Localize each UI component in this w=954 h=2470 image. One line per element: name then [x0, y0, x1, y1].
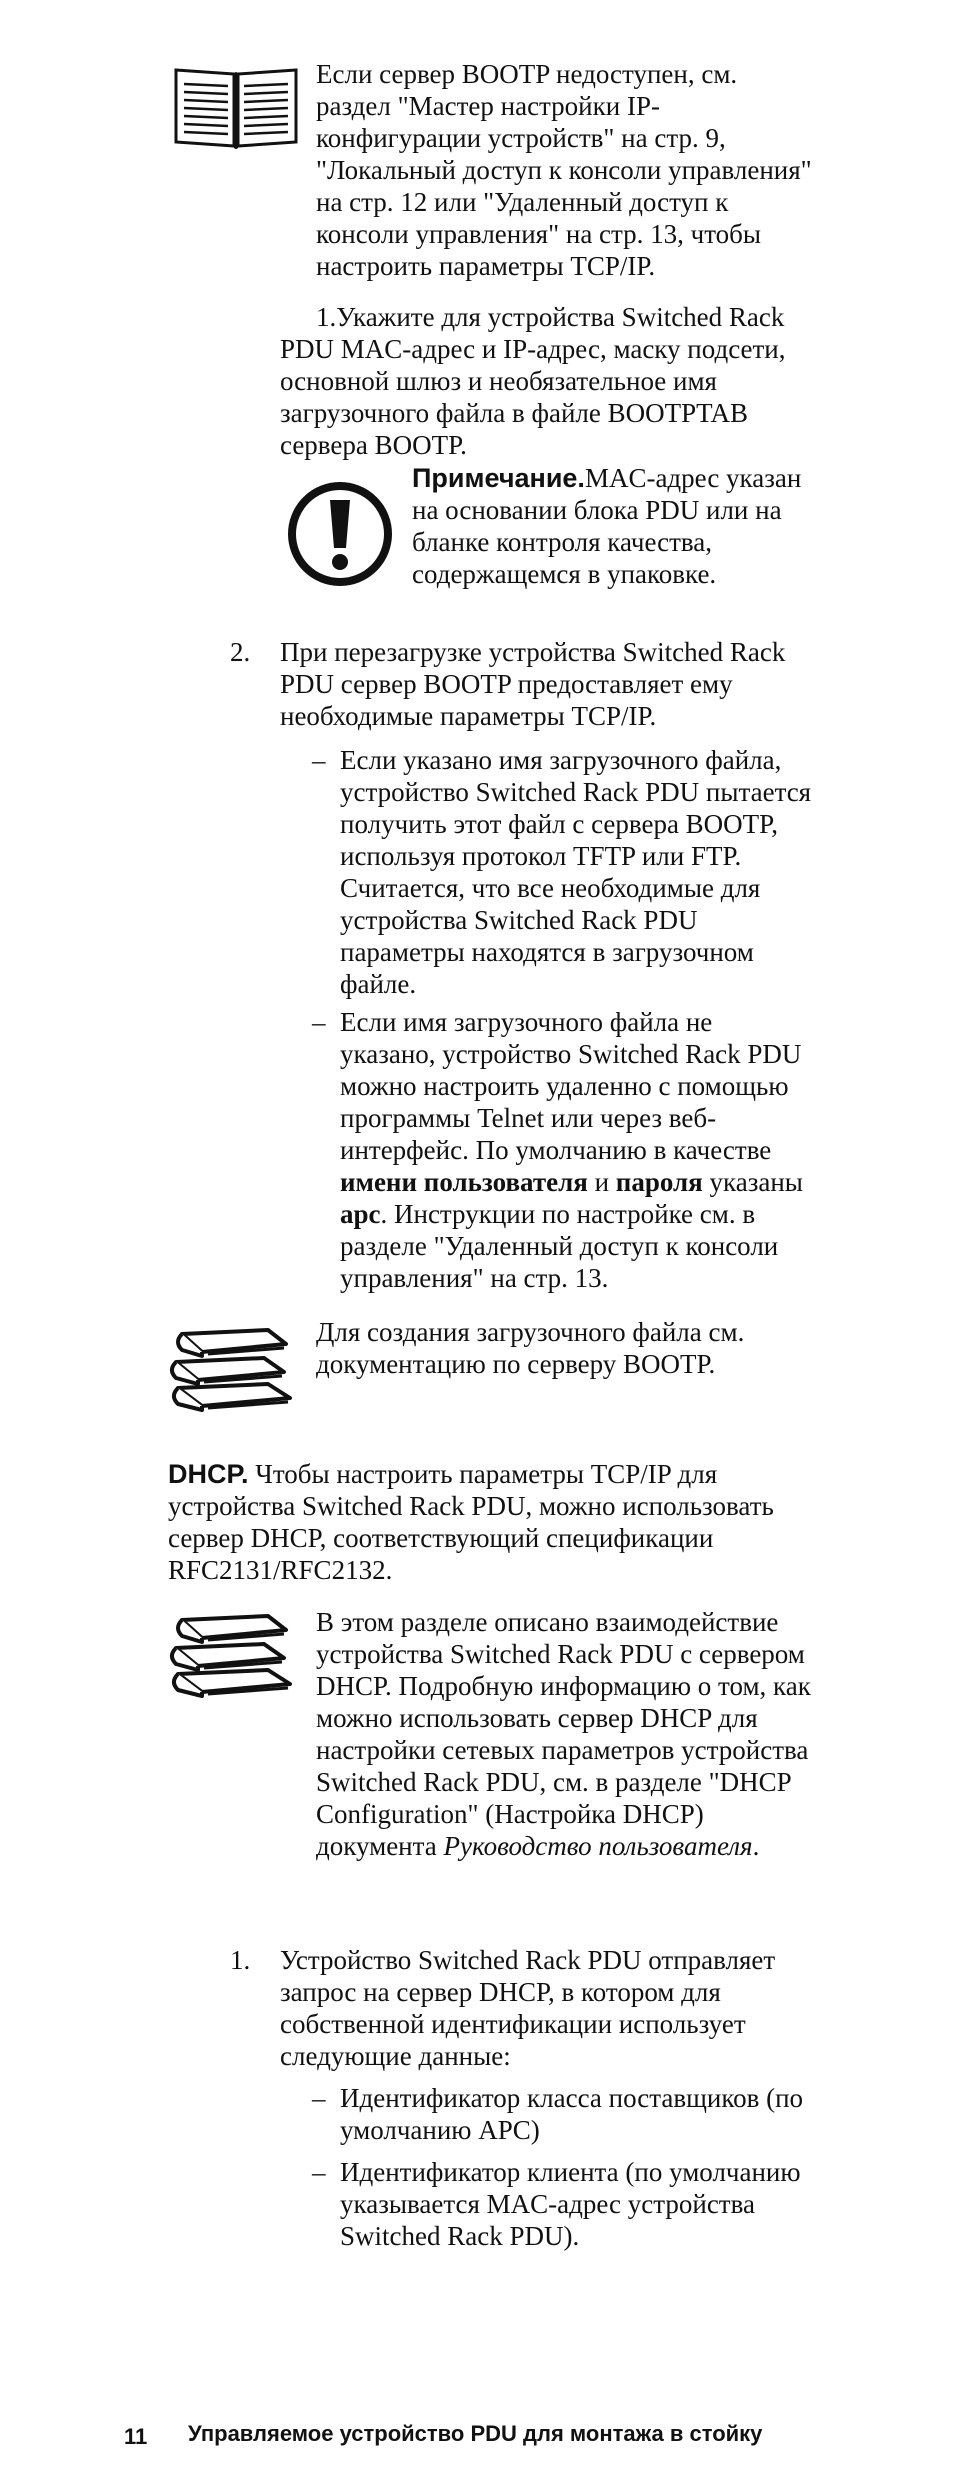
- note-text: MAC-адрес указан на основании блока PDU или на бланке контроля качества, содержащемся в упаковке.: [412, 463, 802, 589]
- bootp-step-1: [280, 301, 805, 461]
- dhcp-bullet-1: [312, 2082, 812, 2146]
- user-guide-title: Руководство пользователя: [443, 1831, 753, 1861]
- bootp-step-1-number: 1.: [316, 302, 337, 332]
- dhcp-docs-note: В этом разделе описано взаимодействие устройства Switched Rack PDU с сервером DHCP. Подробную информацию о том, как можно использовать сервер DHCP для настройки сетевых параметров устройства Switched Rack PDU, см. в разделе "DHCP Configuration" (Настройка DHCP) документа Руководство пользователя.: [316, 1607, 811, 1861]
- dhcp-intro: [168, 1458, 808, 1586]
- dhcp-label: DHCP.: [168, 1459, 249, 1489]
- exclamation-warning-icon: [284, 478, 396, 590]
- note-label: Примечание.: [412, 463, 585, 493]
- default-credential: apc: [340, 1199, 381, 1229]
- bootp-bullet-1-text: Если указано имя загрузочного файла, устройство Switched Rack PDU пытается получить этот файл с сервера BOOTP, используя протокол TFTP или FTP. Считается, что все необходимые для устройства Switched Rack PDU параметры находятся в загрузочном файле.: [340, 745, 812, 999]
- page-number: 11: [124, 2424, 148, 2449]
- dash-marker: –: [312, 2083, 326, 2113]
- dash-marker: –: [312, 1007, 326, 1037]
- book-stack-icon: [168, 1318, 296, 1414]
- bootp-unavailable-note: Если сервер BOOTP недоступен, см. раздел "Мастер настройки IP-конфигурации устройств" на стр. 9, "Локальный доступ к консоли управления" на стр. 12 или "Удаленный доступ к консоли управления" на стр. 13, чтобы настроить параметры TCP/IP.: [316, 59, 812, 281]
- book-stack-icon: [168, 1604, 296, 1700]
- bootp-bullet-2: [312, 1006, 812, 1294]
- footer-title: Управляемое устройство PDU для монтажа в стойку: [188, 2421, 763, 2446]
- bootp-step-2-number: 2.: [230, 637, 251, 667]
- bootp-step-1-text: Укажите для устройства Switched Rack PDU MAC-адрес и IP-адрес, маску подсети, основной шлюз и необязательное имя загрузочного файла в файле BOOTPTAB сервера BOOTP.: [280, 302, 786, 460]
- bootp-bullet-1: [312, 744, 812, 1000]
- username-term: имени пользователя: [340, 1167, 588, 1197]
- password-term: пароля: [615, 1167, 703, 1197]
- bootp-bullet-2-text: Если имя загрузочного файла не указано, устройство Switched Rack PDU можно настроить удаленно с помощью программы Telnet или через веб-интерфейс. По умолчанию в качестве имени пользователя и пароля указаны apc. Инструкции по настройке см. в разделе "Удаленный доступ к консоли управления" на стр. 13.: [340, 1007, 803, 1293]
- dash-marker: –: [312, 745, 326, 775]
- bootp-step-2-text: При перезагрузке устройства Switched Rack PDU сервер BOOTP предоставляет ему необходимые параметры TCP/IP.: [280, 637, 786, 731]
- bootp-docs-note: Для создания загрузочного файла см. документацию по серверу BOOTP.: [316, 1317, 745, 1379]
- dhcp-bullet-1-text: Идентификатор класса поставщиков (по умолчанию APC): [340, 2083, 804, 2145]
- dhcp-intro-text: Чтобы настроить параметры TCP/IP для устройства Switched Rack PDU, можно использовать сервер DHCP, соответствующий спецификации RFC2131/RFC2132.: [168, 1459, 774, 1585]
- dhcp-step-1-text: Устройство Switched Rack PDU отправляет запрос на сервер DHCP, в котором для собственной идентификации использует следующие данные:: [280, 1945, 776, 2071]
- dhcp-bullet-2-text: Идентификатор клиента (по умолчанию указывается MAC-адрес устройства Switched Rack PDU).: [340, 2157, 801, 2251]
- dash-marker: –: [312, 2157, 326, 2187]
- mac-address-note: [412, 462, 812, 590]
- open-book-icon: [172, 64, 300, 150]
- dhcp-bullet-2: [312, 2156, 812, 2252]
- dhcp-step-1-number: 1.: [230, 1945, 251, 1975]
